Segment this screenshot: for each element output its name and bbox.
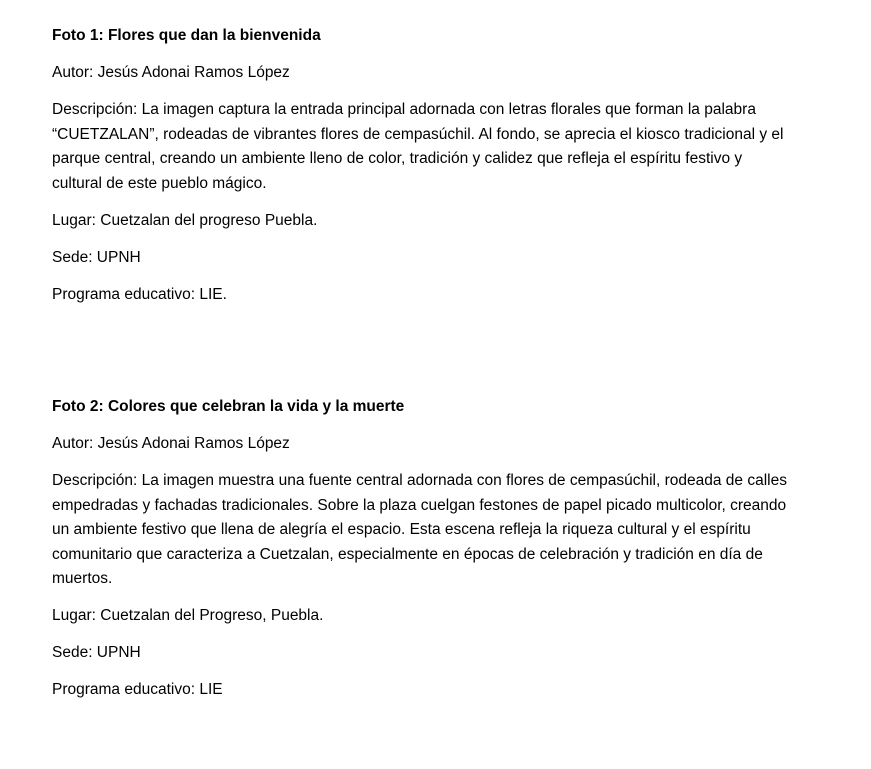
entry-description: Descripción: La imagen captura la entrada principal adornada con letras florales que forman la palabra “CUETZALAN”, rodeadas de vibrantes flores de cempasúchil. Al fondo, se aprecia el kiosco tradicional y el parque central, creando un ambiente lleno de color, tradición y calidez que refleja el espíritu festivo y cultural de este pueblo mágico. (52, 101, 784, 192)
photo-entry-1 (52, 24, 792, 307)
photo-entry-2 (52, 395, 792, 703)
entry-description: Descripción: La imagen muestra una fuente central adornada con flores de cempasúchil, rodeada de calles empedradas y fachadas tradicionales. Sobre la plaza cuelgan festones de papel picado multicolor, creando un ambiente festivo que llena de alegría el espacio. Esta escena refleja la riqueza cultural y el espíritu comunitario que caracteriza a Cuetzalan, especialmente en épocas de celebración y tradición en día de muertos. (52, 472, 787, 587)
entry-campus: Sede: UPNH (52, 248, 141, 266)
entry-location: Lugar: Cuetzalan del Progreso, Puebla. (52, 607, 324, 624)
entry-author: Autor: Jesús Adonai Ramos López (52, 64, 290, 81)
entry-title: Foto 1: Flores que dan la bienvenida (52, 27, 321, 44)
entry-program: Programa educativo: LIE (52, 681, 223, 698)
entry-campus: Sede: UPNH (52, 644, 141, 661)
document-page (52, 24, 792, 703)
entry-program: Programa educativo: LIE. (52, 285, 227, 303)
entry-title: Foto 2: Colores que celebran la vida y la muerte (52, 398, 405, 415)
entry-author: Autor: Jesús Adonai Ramos López (52, 435, 290, 452)
entry-location: Lugar: Cuetzalan del progreso Puebla. (52, 211, 318, 229)
